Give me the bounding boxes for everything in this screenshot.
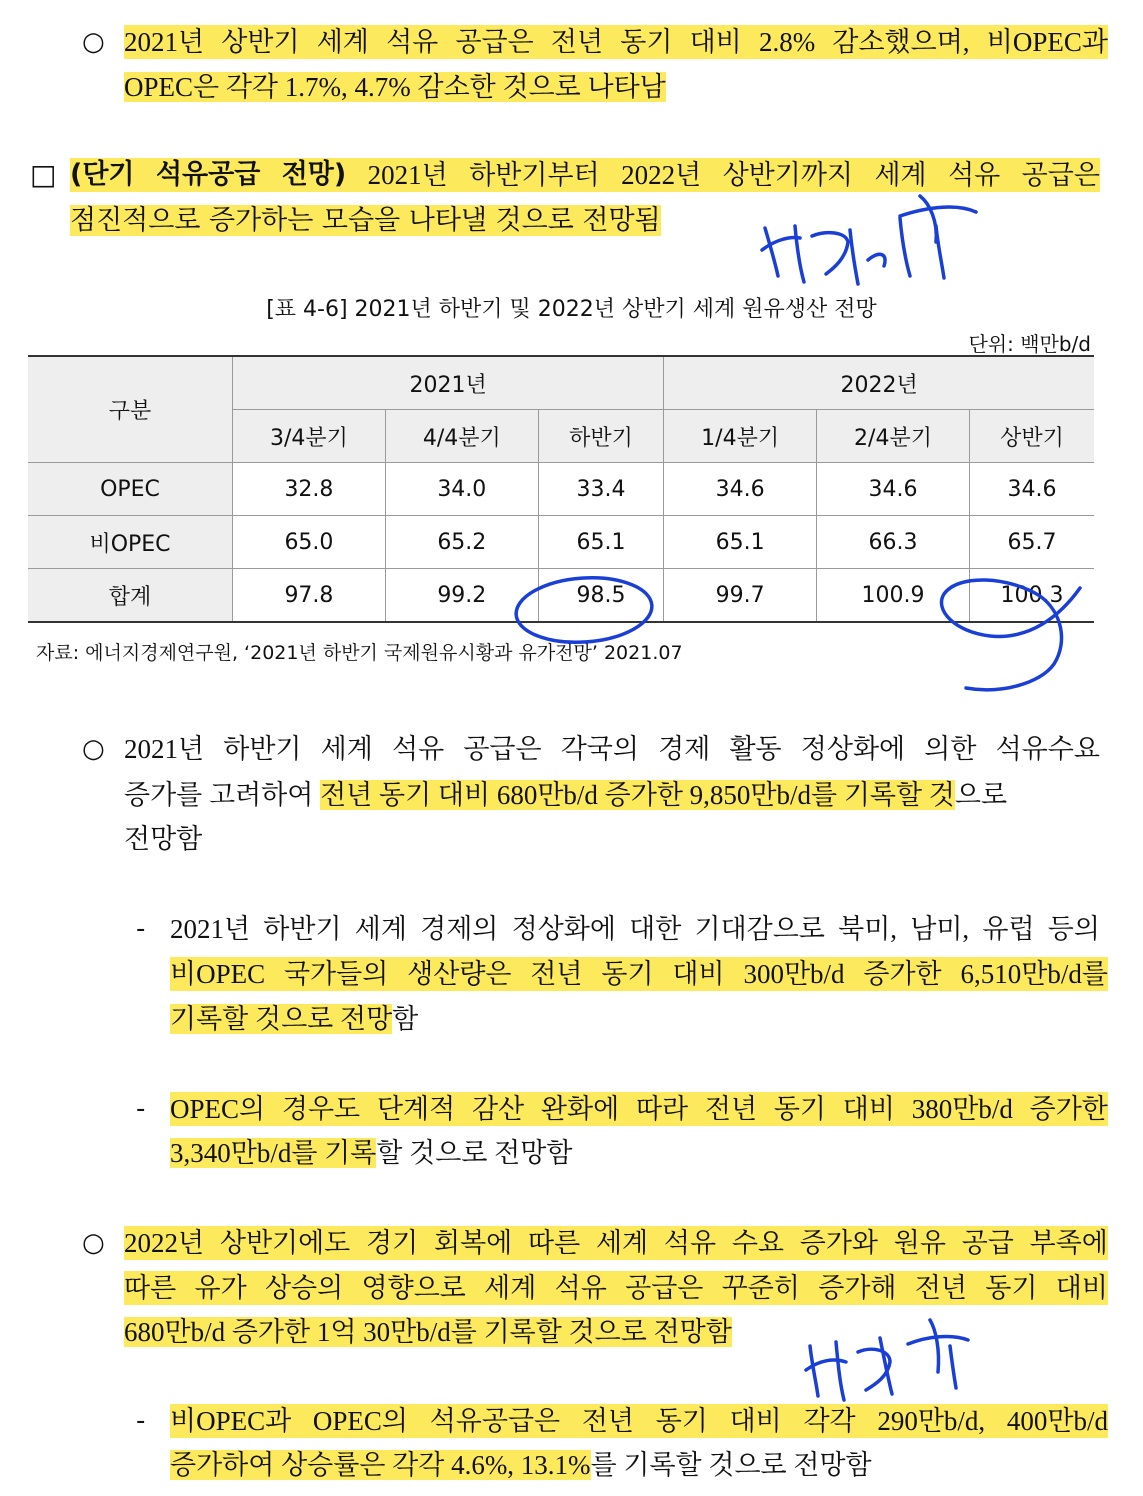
cell: 100.9 bbox=[817, 569, 970, 623]
row-label: 합계 bbox=[28, 569, 233, 623]
word: 증가해 bbox=[818, 1273, 897, 1303]
word: 따른 bbox=[124, 1273, 177, 1303]
dash-bullet: - bbox=[136, 1406, 146, 1436]
table-unit: 단위: 백만b/d bbox=[968, 332, 1091, 356]
word: 대비 bbox=[729, 1406, 782, 1436]
word: 회복에 bbox=[433, 1228, 513, 1258]
word: 290만b/d, bbox=[877, 1406, 986, 1436]
word: 2021년 bbox=[170, 914, 251, 944]
word: 공급은 bbox=[463, 734, 542, 764]
group-header-2021: 2021년 bbox=[233, 356, 664, 410]
p1-line2: OPEC은 각각 1.7%, 4.7% 감소한 것으로 나타남 bbox=[124, 72, 666, 102]
p2-line3: 전망함 bbox=[124, 824, 203, 854]
word: 하반기 bbox=[263, 914, 342, 944]
word: 감산 bbox=[471, 1094, 525, 1124]
subheader: 1/4분기 bbox=[664, 410, 817, 463]
d2-line2: 3,340만b/d를 기록할 것으로 전망함 bbox=[170, 1138, 573, 1168]
p2-line2: 증가를 고려하여 전년 동기 대비 680만b/d 증가한 9,850만b/d를 기록할 것으로 bbox=[124, 780, 1008, 810]
word: 세계 bbox=[354, 914, 407, 944]
word: 공급은 bbox=[625, 1273, 704, 1303]
circle-bullet: ○ bbox=[82, 27, 105, 57]
row-label: 비OPEC bbox=[28, 516, 233, 569]
word: 2021년 bbox=[124, 734, 205, 764]
p3-line1 bbox=[124, 1226, 1108, 1260]
word: 경기 bbox=[366, 1228, 419, 1258]
p3-line2 bbox=[124, 1271, 1108, 1305]
word: 꾸준히 bbox=[721, 1273, 800, 1303]
word: OPEC의 bbox=[312, 1406, 408, 1436]
word: 증가한 bbox=[863, 959, 942, 989]
table-row bbox=[28, 463, 1094, 516]
word: 석유 bbox=[663, 1228, 717, 1258]
cell: 65.7 bbox=[969, 516, 1094, 569]
p2-line1 bbox=[124, 732, 1100, 766]
word: 증가한 bbox=[1029, 1094, 1108, 1124]
word: 생산량은 bbox=[407, 959, 512, 989]
d1-line2 bbox=[170, 957, 1108, 991]
word: 비OPEC과 bbox=[170, 1406, 292, 1436]
d3-line1 bbox=[170, 1404, 1108, 1438]
circle-bullet: ○ bbox=[82, 1228, 105, 1258]
handwritten-note-bottom bbox=[806, 1320, 968, 1400]
word: 석유 bbox=[554, 1273, 607, 1303]
cell: 34.0 bbox=[385, 463, 538, 516]
word: 300만b/d bbox=[743, 959, 845, 989]
table-source: 자료: 에너지경제연구원, ‘2021년 하반기 국제원유시황과 유가전망’ 2021.07 bbox=[36, 642, 683, 664]
word: 활동 bbox=[729, 734, 782, 764]
d1-line1 bbox=[170, 912, 1100, 946]
cell: 65.2 bbox=[385, 516, 538, 569]
dash-bullet: - bbox=[136, 914, 146, 944]
table-caption: [표 4-6] 2021년 하반기 및 2022년 상반기 세계 원유생산 전망 bbox=[266, 297, 877, 322]
cell: 65.1 bbox=[664, 516, 817, 569]
word: 증가와 bbox=[799, 1228, 878, 1258]
word: 동기 bbox=[985, 1273, 1038, 1303]
word: 전년 bbox=[914, 1273, 967, 1303]
word: 2022년 bbox=[124, 1228, 205, 1258]
word: 경제의 bbox=[420, 914, 499, 944]
word: 경제 bbox=[658, 734, 711, 764]
word: 석유 bbox=[386, 27, 439, 57]
subheader: 4/4분기 bbox=[385, 410, 538, 463]
word: 수요 bbox=[731, 1228, 784, 1258]
cell: 32.8 bbox=[233, 463, 386, 516]
word: 북미, bbox=[838, 914, 898, 944]
cell: 34.6 bbox=[969, 463, 1094, 516]
word: 석유 bbox=[391, 734, 445, 764]
word: 비OPEC과 bbox=[986, 27, 1108, 57]
word: 하반기 bbox=[223, 734, 302, 764]
word: 2021년 bbox=[124, 27, 205, 57]
section-title-part3: 전망) bbox=[281, 159, 347, 190]
word: 동기 bbox=[655, 1406, 708, 1436]
word: 상반기 bbox=[221, 27, 300, 57]
word: 동기 bbox=[773, 1094, 827, 1124]
word: 따라 bbox=[635, 1094, 689, 1124]
word: 단계적 bbox=[376, 1094, 456, 1124]
cell: 97.8 bbox=[233, 569, 386, 623]
word: 공급은 bbox=[455, 27, 534, 57]
handwritten-note-top bbox=[762, 196, 976, 284]
p1-line1 bbox=[124, 25, 1108, 59]
word: 남미, bbox=[910, 914, 970, 944]
word: 유럽 bbox=[982, 914, 1035, 944]
group-header-2022: 2022년 bbox=[664, 356, 1094, 410]
word: 감소했으며, bbox=[832, 27, 970, 57]
word: 대비 bbox=[1055, 1273, 1108, 1303]
word: 따른 bbox=[528, 1228, 581, 1258]
subheader: 2/4분기 bbox=[817, 410, 970, 463]
word: 세계 bbox=[595, 1228, 649, 1258]
cell: 34.6 bbox=[817, 463, 970, 516]
word: 동기 bbox=[601, 959, 654, 989]
word: 석유수요 bbox=[995, 734, 1100, 764]
cell: 33.4 bbox=[538, 463, 663, 516]
word: 대비 bbox=[842, 1094, 895, 1124]
word: 정상화에 bbox=[511, 914, 616, 944]
cell: 100.3 bbox=[969, 569, 1094, 623]
word: 전년 bbox=[704, 1094, 758, 1124]
word: 각국의 bbox=[560, 734, 639, 764]
word: 유가 bbox=[194, 1273, 247, 1303]
square-bullet: □ bbox=[30, 158, 57, 191]
dash-bullet: - bbox=[136, 1094, 146, 1124]
subheader: 하반기 bbox=[538, 410, 663, 463]
word: 영향으로 bbox=[361, 1273, 466, 1303]
word: 정상화에 bbox=[800, 734, 906, 764]
word: 공급 bbox=[961, 1228, 1014, 1258]
word: 상반기에도 bbox=[219, 1228, 351, 1258]
cell: 65.0 bbox=[233, 516, 386, 569]
section-title-part1: (단기 bbox=[70, 159, 135, 190]
word: 대비 bbox=[689, 27, 742, 57]
word: 등의 bbox=[1047, 914, 1100, 944]
word: 전년 bbox=[550, 27, 604, 57]
subheader: 3/4분기 bbox=[233, 410, 386, 463]
word: 동기 bbox=[620, 27, 673, 57]
word: 2.8% bbox=[758, 27, 816, 57]
word: 6,510만b/d를 bbox=[960, 959, 1108, 989]
row-label: OPEC bbox=[28, 463, 233, 516]
word: 세계 bbox=[320, 734, 373, 764]
word: 세계 bbox=[484, 1273, 537, 1303]
cell: 34.6 bbox=[664, 463, 817, 516]
word: 원유 bbox=[893, 1228, 946, 1258]
cell: 65.1 bbox=[538, 516, 663, 569]
table-row-header: 구분 bbox=[28, 356, 233, 463]
section-line2: 점진적으로 증가하는 모습을 나타낼 것으로 전망됨 bbox=[70, 205, 661, 236]
word: OPEC의 bbox=[170, 1094, 266, 1124]
word: 국가들의 bbox=[283, 959, 389, 989]
table-row bbox=[28, 516, 1094, 569]
word: 대비 bbox=[672, 959, 725, 989]
word: 기대감으로 bbox=[694, 914, 825, 944]
word: 상승의 bbox=[264, 1273, 344, 1303]
cell: 98.5 bbox=[538, 569, 663, 623]
subheader: 상반기 bbox=[969, 410, 1094, 463]
table-row bbox=[28, 569, 1094, 623]
cell: 99.2 bbox=[385, 569, 538, 623]
cell: 66.3 bbox=[817, 516, 970, 569]
word: 전년 bbox=[530, 959, 583, 989]
production-table bbox=[28, 355, 1094, 623]
circle-bullet: ○ bbox=[82, 734, 105, 764]
word: 부족에 bbox=[1029, 1228, 1108, 1258]
word: 380만b/d bbox=[911, 1094, 1013, 1124]
word: 400만b/d bbox=[1006, 1406, 1108, 1436]
d1-line3: 기록할 것으로 전망함 bbox=[170, 1004, 419, 1034]
word: 완화에 bbox=[540, 1094, 620, 1124]
cell: 99.7 bbox=[664, 569, 817, 623]
section-title-part2: 석유공급 bbox=[155, 159, 261, 190]
p3-line3: 680만b/d 증가한 1억 30만b/d를 기록할 것으로 전망함 bbox=[124, 1317, 732, 1347]
word: 비OPEC bbox=[170, 959, 266, 989]
word: 석유공급은 bbox=[429, 1406, 561, 1436]
word: 경우도 bbox=[281, 1094, 361, 1124]
section-line1: (단기 석유공급 전망) 2021년 하반기부터 2022년 상반기까지 세계 석유 공급은 bbox=[70, 159, 1100, 190]
word: 세계 bbox=[316, 27, 369, 57]
word: 대한 bbox=[629, 914, 682, 944]
word: 전년 bbox=[581, 1406, 634, 1436]
d2-line1 bbox=[170, 1092, 1108, 1126]
d3-line2: 증가하여 상승률은 각각 4.6%, 13.1%를 기록할 것으로 전망함 bbox=[170, 1450, 872, 1480]
word: 각각 bbox=[803, 1406, 856, 1436]
word: 의한 bbox=[924, 734, 977, 764]
